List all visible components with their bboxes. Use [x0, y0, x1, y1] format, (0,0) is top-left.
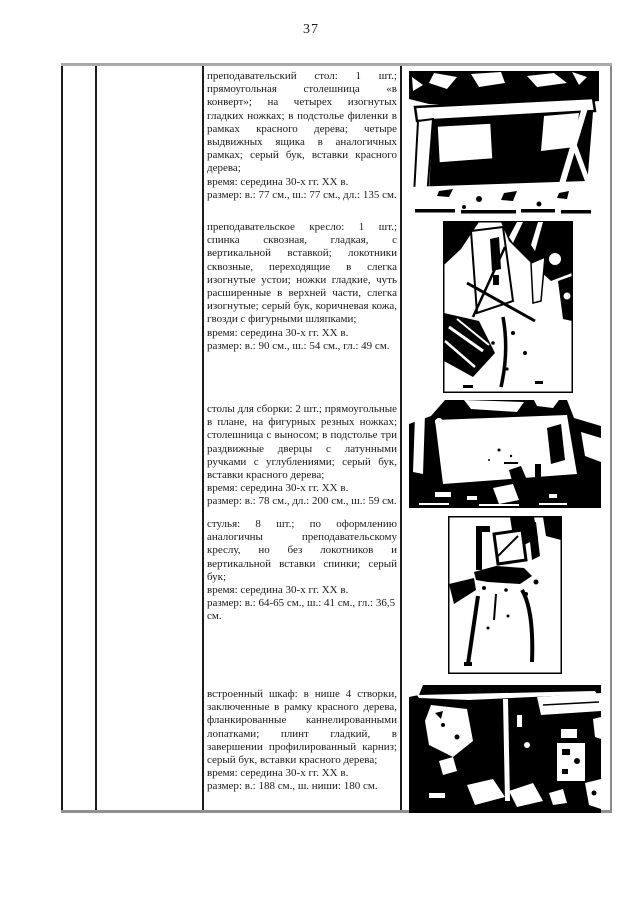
item-size: размер: в.: 188 см., ш. ниши: 180 см.: [207, 780, 378, 793]
table-row: [61, 513, 612, 683]
item-size: размер: в.: 90 см., ш.: 54 см., гл.: 49 см.: [207, 339, 390, 352]
item-size: размер: в.: 78 см., дл.: 200 см., ш.: 59 см.: [207, 495, 397, 508]
item-description: столы для сборки: 2 шт.; прямоугольные в плане, на фигурных резных ножках; столешница с выносом; в подстолье три раздвижные дверцы с латунными ручками с углублениями; серый бук, вставки красного дерева;: [207, 403, 397, 482]
item-time: время: середина 30-х гг. XX в.: [207, 326, 349, 339]
item-description: преподавательский стол: 1 шт.; прямоугольная столешница «в конверт»; на четырех изогнутых гладких ножках; в подстолье филенки в рамках красного дерева; четыре выдвижных ящика в аналогичных рамках; серый бук, вставки красного дерева;: [207, 70, 397, 175]
page-number: 37: [303, 22, 319, 37]
assembly-table-photo: [409, 400, 601, 508]
teacher-desk-photo: [409, 71, 599, 216]
item-time: время: середина 30-х гг. XX в.: [207, 482, 349, 495]
inventory-table: [61, 63, 612, 813]
item-text-cell: [207, 518, 397, 624]
item-text-cell: [207, 403, 397, 509]
built-in-cupboard-photo: [409, 685, 601, 813]
item-time: время: середина 30-х гг. XX в.: [207, 175, 349, 188]
item-text-cell: [207, 70, 397, 202]
table-row: [61, 396, 612, 513]
item-size: размер: в.: 77 см., ш.: 77 см., дл.: 135 см.: [207, 188, 397, 201]
item-description: встроенный шкаф: в нише 4 створки, заключенные в рамку красного дерева, фланкированные каннелированными лопатками; плинт гладкий, в завершении профилированный карниз; серый бук, вставки красного дерева;: [207, 688, 397, 767]
table-row: [61, 683, 612, 810]
table-row: [61, 218, 612, 396]
item-time: время: середина 30-х гг. XX в.: [207, 767, 349, 780]
item-description: преподавательское кресло: 1 шт.; спинка сквозная, гладкая, с вертикальной вставкой; локотники сквозные, переходящие в слегка изогнутые устои; ножки гладкие, чуть расширенные в верхней части, слегка изогнутые; серый бук, коричневая кожа, гвозди с фигурными шляпками;: [207, 221, 397, 326]
teacher-armchair-photo: [443, 221, 573, 393]
item-description: стулья: 8 шт.; по оформлению аналогичны преподавательскому креслу, но без локотников и вертикальной вставки спинки; серый бук;: [207, 518, 397, 583]
table-row: [61, 66, 612, 218]
chair-photo: [448, 516, 562, 674]
item-size: размер: в.: 64-65 см., ш.: 41 см., гл.: 36,5 см.: [207, 597, 396, 623]
item-time: время: середина 30-х гг. XX в.: [207, 584, 349, 597]
item-text-cell: [207, 688, 397, 794]
item-text-cell: [207, 221, 397, 353]
